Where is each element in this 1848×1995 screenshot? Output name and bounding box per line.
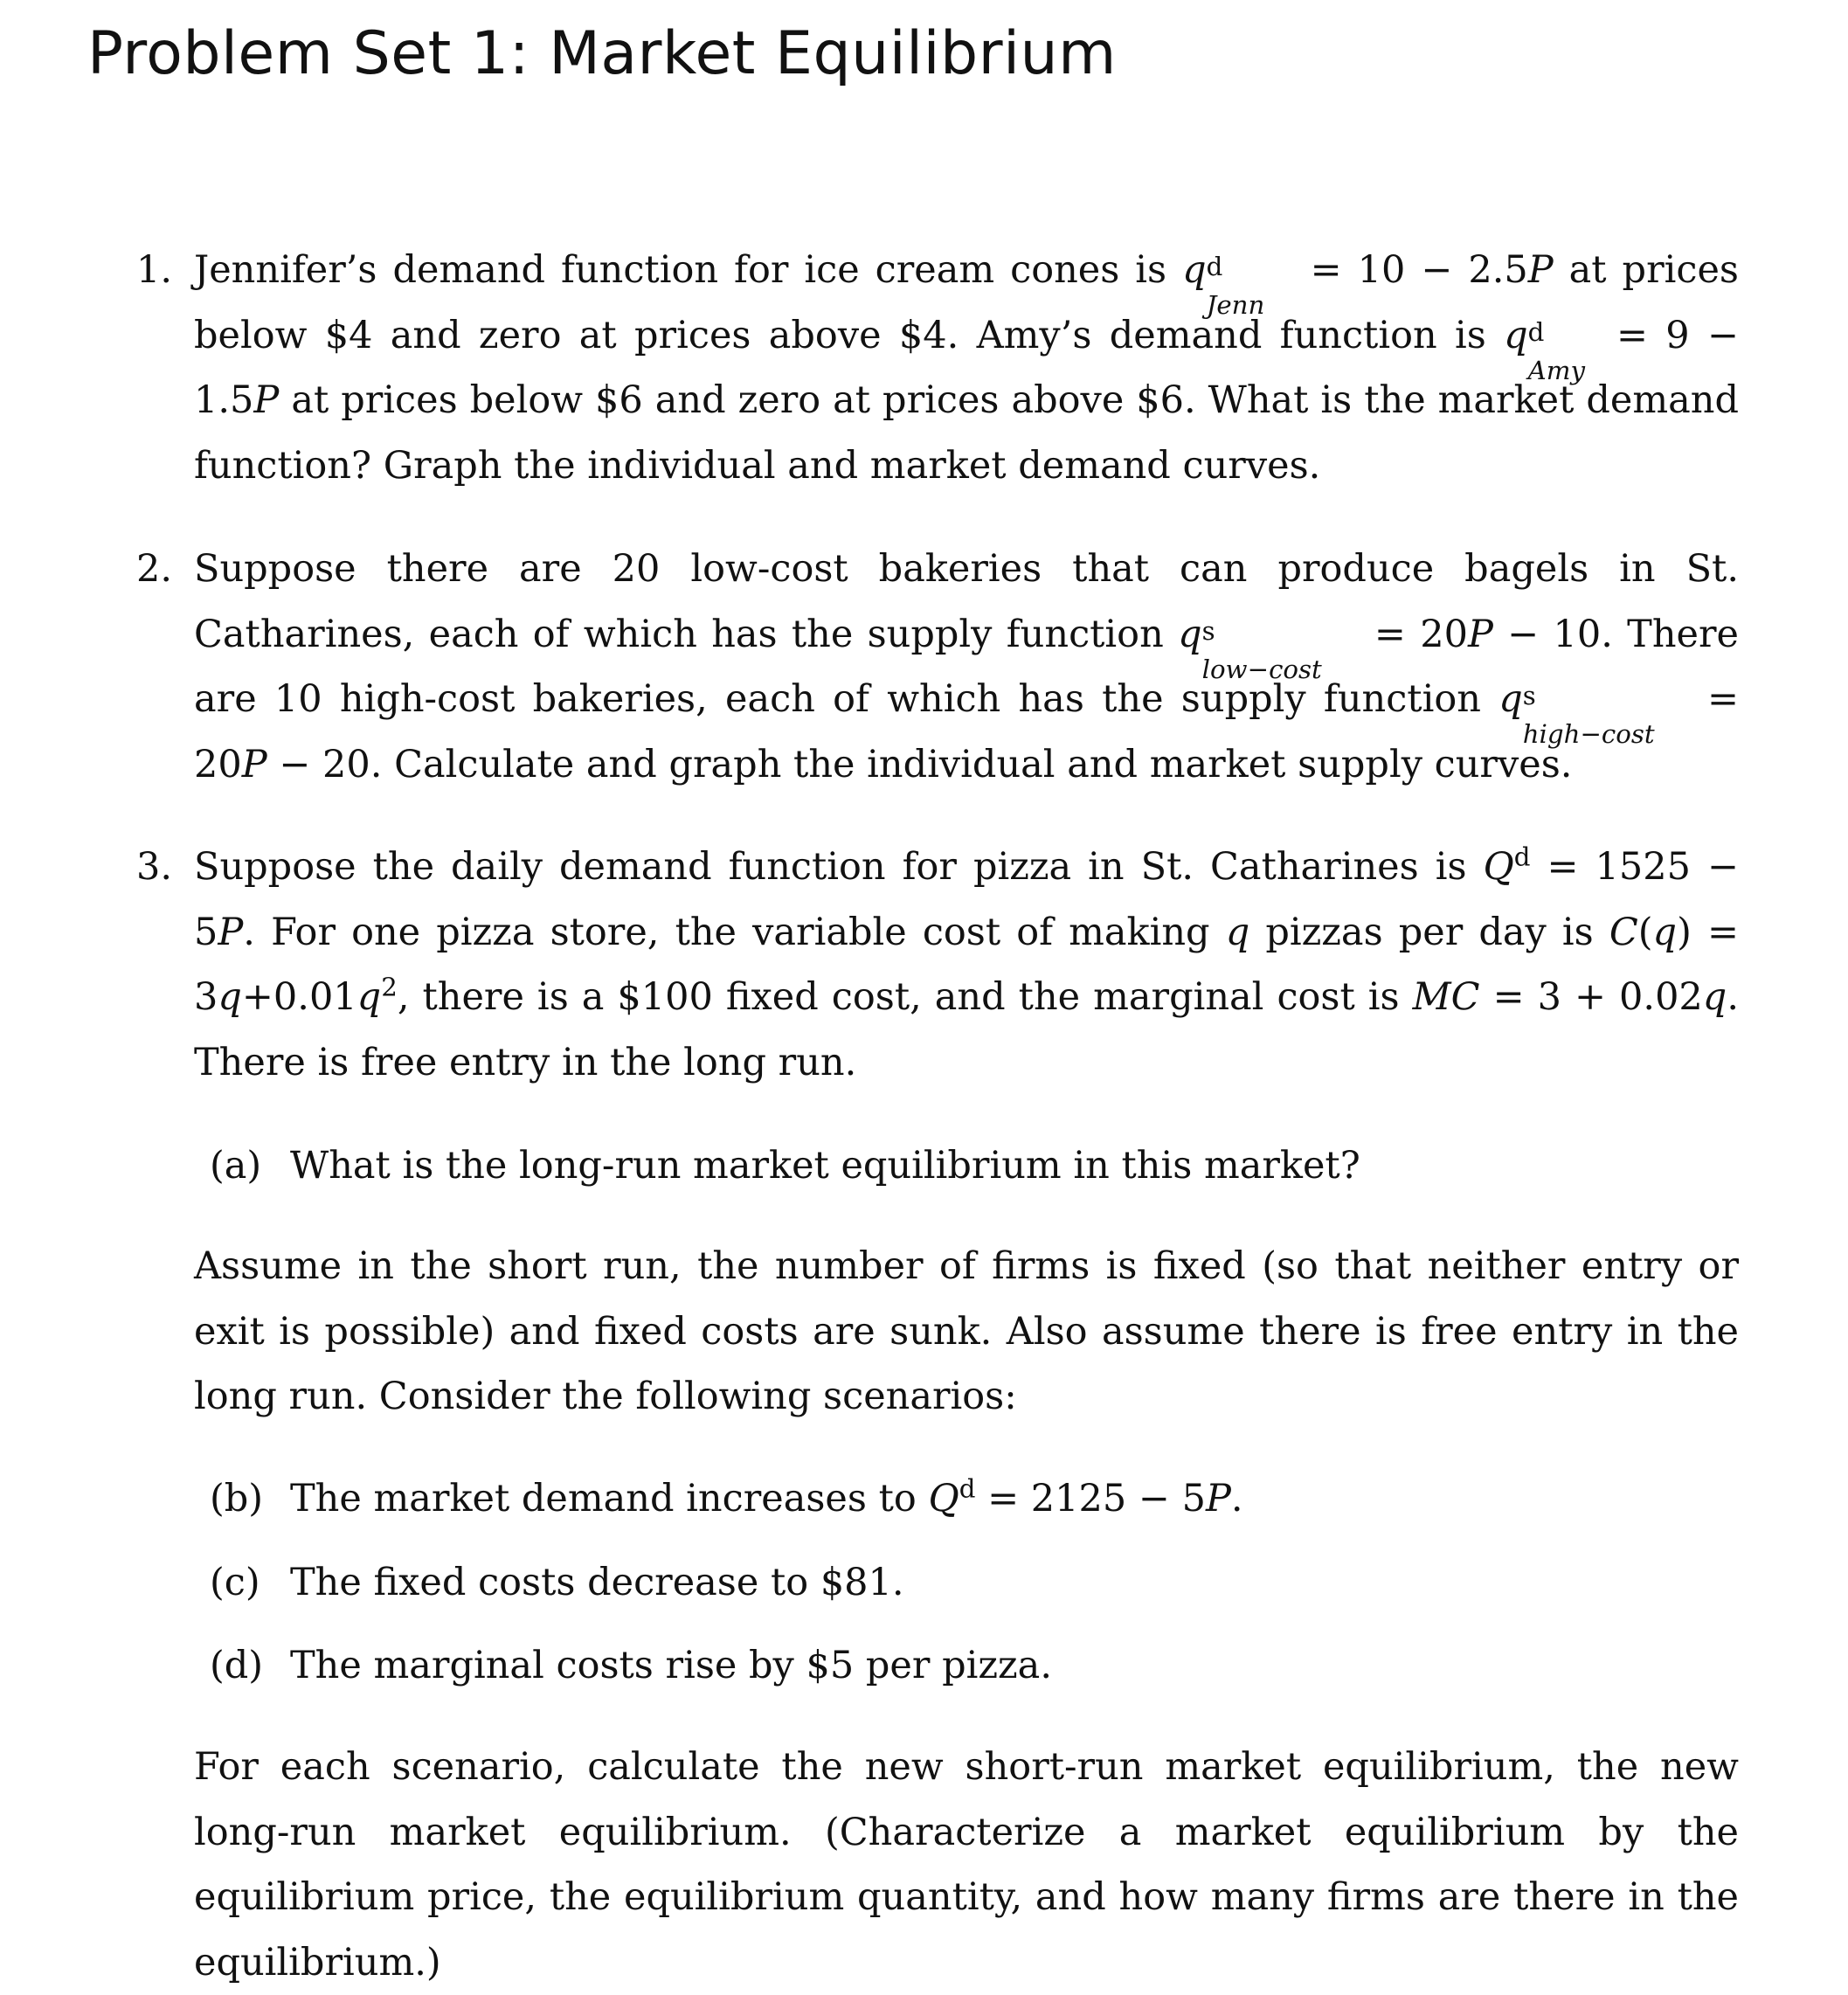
sub-question-c <box>210 1550 904 1616</box>
problem-2-text: Suppose there are 20 low-cost bakeries that can produce bagels in St. Catharines, each of which has the supply function q s low−cost = 20P − 10. There are 10 high-cost bakeries, each of which has the supply function q s high−cost = 20P − 20. Calculate and graph the individual and market supply curves. <box>194 547 1740 786</box>
text-segment: ) = 3 <box>194 910 1739 1019</box>
text-segment: − 10. There are 10 high-cost bakeries, each of which has the supply function <box>194 612 1739 721</box>
closing-paragraph: For each scenario, calculate the new short-run market equilibrium, the new long-run market equilibrium. (Characterize a market equilibrium by the equilibrium price, the equilibrium quantity, and how many firms are there in the equilibrium.) <box>194 1745 1739 1985</box>
sub-text: What is the long-run market equilibrium in this market? <box>290 1144 1360 1188</box>
math-var: MC <box>1412 975 1480 1019</box>
math-var: q <box>1504 313 1528 357</box>
text-segment: Suppose the daily demand function for pizza in St. Catharines is <box>194 845 1484 889</box>
text-segment: at prices below $6 and zero at prices above $6. What is the market demand function? Graph the individual and market demand curves. <box>194 378 1739 488</box>
sub-text: = 2125 − 5 <box>975 1477 1206 1520</box>
sub-question-d <box>210 1633 1052 1699</box>
assumptions-paragraph: Assume in the short run, the number of firms is fixed (so that neither entry or exit is possible) and fixed costs are sunk. Also assume there is free entry in the long run. Consider the following scenarios: <box>194 1244 1739 1418</box>
math-var: P <box>1467 612 1493 656</box>
problem-3-text <box>194 835 1739 1095</box>
math-var: q <box>356 975 382 1019</box>
text-segment: = 9 − 1.5 <box>194 313 1740 422</box>
math-var: q <box>1225 910 1250 954</box>
problem-number: 2. <box>136 547 173 591</box>
text-segment: Suppose there are 20 low-cost bakeries that can produce bagels in St. Catharines, each of which has the supply function <box>194 547 1739 656</box>
math-var: P <box>1527 248 1554 292</box>
text-segment: − 20. Calculate and graph the individual and market supply curves. <box>266 742 1573 786</box>
text-segment: at prices below $4 and zero at prices above $4. Amy’s demand function is <box>194 248 1739 357</box>
sub-label: (c) <box>210 1561 260 1604</box>
text-segment: = 20 <box>194 677 1740 786</box>
text-segment: . There is free entry in the long run. <box>194 975 1739 1084</box>
math-var: C <box>1609 910 1638 954</box>
math-var: P <box>253 378 280 422</box>
text-segment: = 20 <box>1360 612 1468 656</box>
text-segment: , there is a $100 fixed cost, and the marginal cost is <box>397 975 1413 1019</box>
math-var: P <box>1205 1477 1231 1520</box>
text-segment: = 1525 − 5 <box>194 845 1740 954</box>
page-title: Problem Set 1: Market Equilibrium <box>87 19 1117 88</box>
sub-label: (a) <box>210 1144 262 1188</box>
math-var: P <box>241 742 267 786</box>
math-var: P <box>218 910 244 954</box>
math-var: q <box>1652 910 1678 954</box>
math-var: Q <box>928 1477 959 1520</box>
sub-label: (b) <box>210 1477 264 1520</box>
text-segment: +0.01 <box>241 975 357 1019</box>
problem-1-text: Jennifer’s demand function for ice cream cones is q d Jenn = 10 − 2.5P at prices below $4 and zero at prices above $4. Amy’s demand function is q d Amy = 9 − 1.5P at prices below $6 and zero at prices above $6. What is the market demand function? Graph the individual and market demand curves. <box>194 248 1740 488</box>
sub-text: The fixed costs decrease to $81. <box>290 1561 904 1604</box>
problem-number: 3. <box>136 845 173 889</box>
math-var: q <box>1498 677 1523 721</box>
math-var: q <box>1178 612 1202 656</box>
math-var: q <box>218 975 242 1019</box>
sub-text: The marginal costs rise by $5 per pizza. <box>290 1644 1052 1687</box>
text-segment: pizzas per day is <box>1249 910 1609 954</box>
text-segment: = 10 − 2.5 <box>1294 248 1528 292</box>
text-segment: Jennifer’s demand function for ice cream cones is <box>194 248 1183 292</box>
sub-text: The market demand increases to <box>290 1477 929 1520</box>
math-var: q <box>1182 248 1207 292</box>
problem-number: 1. <box>136 248 173 292</box>
sub-text: . <box>1230 1477 1243 1520</box>
math-var: q <box>1702 975 1727 1019</box>
math-sup: d <box>1513 842 1531 872</box>
math-sup: 2 <box>381 972 398 1002</box>
sub-label: (d) <box>210 1644 264 1687</box>
text-segment: . For one pizza store, the variable cost of making <box>243 910 1226 954</box>
text-segment: = 3 + 0.02 <box>1479 975 1703 1019</box>
text-segment: ( <box>1637 910 1653 954</box>
sub-question-b <box>210 1466 1243 1532</box>
math-var: Q <box>1483 845 1514 889</box>
math-sup: d <box>959 1473 976 1504</box>
sub-question-a <box>210 1133 1360 1199</box>
